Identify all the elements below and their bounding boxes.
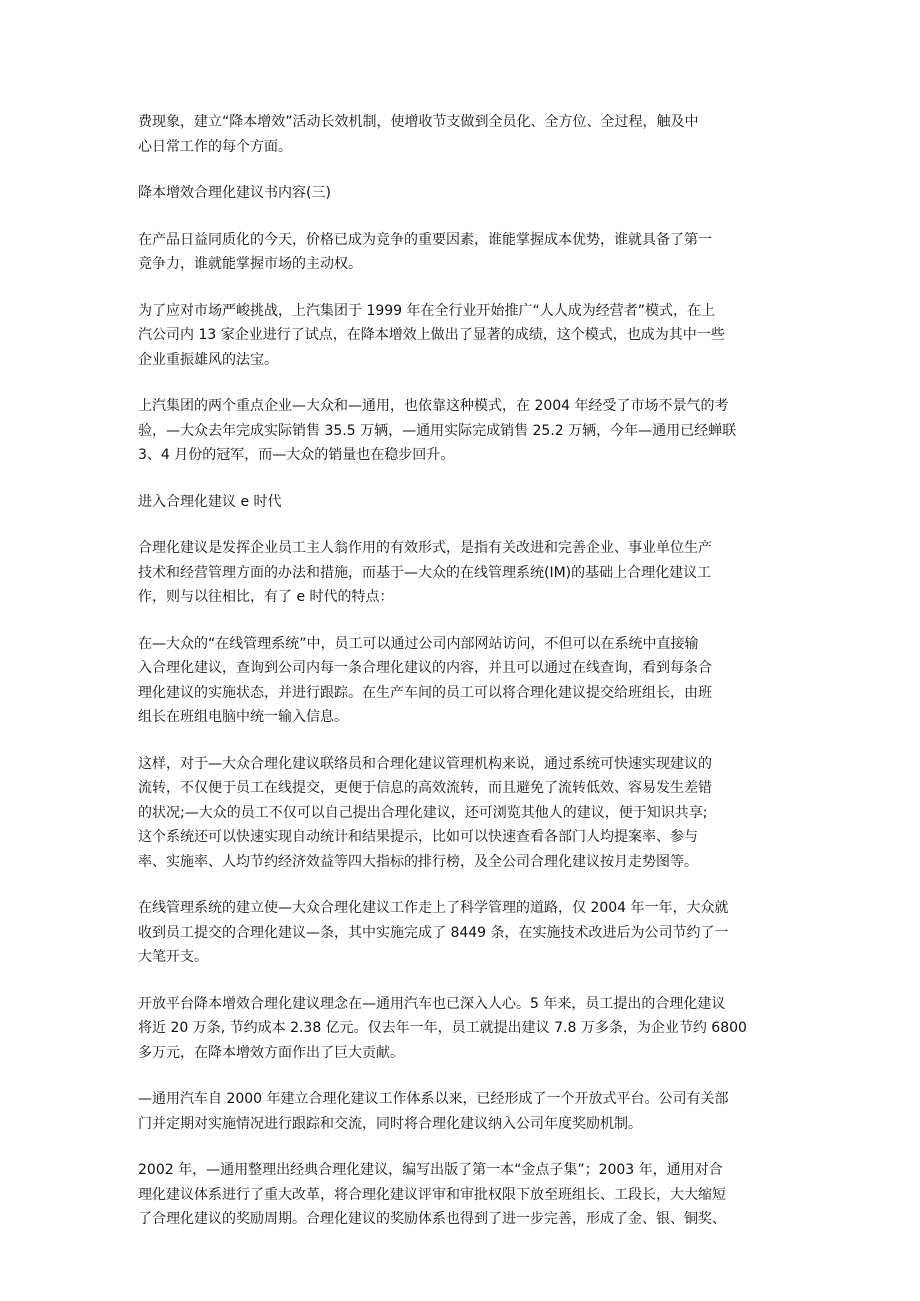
text-line: 理化建议的实施状态，并进行跟踪。在生产车间的员工可以将合理化建议提交给班组长，由班 bbox=[138, 684, 712, 701]
text-line: 收到员工提交的合理化建议—条，其中实施完成了 8449 条，在实施技术改进后为公司节约了一 bbox=[138, 924, 729, 941]
text-line: 心日常工作的每个方面。 bbox=[138, 138, 292, 155]
paragraph bbox=[138, 992, 798, 1066]
text-line: 了合理化建议的奖励周期。合理化建议的奖励体系也得到了进一步完善，形成了金、银、铜奖、 bbox=[138, 1211, 726, 1227]
paragraph bbox=[138, 299, 798, 373]
paragraph bbox=[138, 1158, 798, 1232]
paragraph bbox=[138, 394, 798, 468]
text-line: 验，—大众去年完成实际销售 35.5 万辆，—通用实际完成销售 25.2 万辆，今年—通用已经蝉联 bbox=[138, 422, 737, 439]
text-line: 的状况;—大众的员工不仅可以自己提出合理化建议，还可浏览其他人的建议，便于知识共享; bbox=[138, 804, 708, 821]
text-line: 3、4 月份的冠军，而—大众的销量也在稳步回升。 bbox=[138, 447, 455, 463]
text-line: 上汽集团的两个重点企业—大众和—通用，也依靠这种模式，在 2004 年经受了市场不景气的考 bbox=[138, 398, 729, 414]
text-line: 将近 20 万条, 节约成本 2.38 亿元。仅去年一年，员工就提出建议 7.8 万多条，为企业节约 6800 bbox=[138, 1020, 747, 1036]
text-line: 费现象，建立“降本增效”活动长效机制，使增收节支做到全员化、全方位、全过程，触及中 bbox=[138, 114, 699, 130]
text-line: 组长在班组电脑中统一输入信息。 bbox=[138, 709, 348, 725]
text-line: 入合理化建议，查询到公司内每一条合理化建议的内容，并且可以通过在线查询，看到每条合 bbox=[138, 660, 712, 676]
text-line: 率、实施率、人均节约经济效益等四大指标的排行榜，及全公司合理化建议按月走势图等。 bbox=[138, 853, 698, 870]
text-line: 这个系统还可以快速实现自动统计和结果提示，比如可以快速查看各部门人均提案率、参与 bbox=[138, 829, 698, 845]
text-line: 开放平台降本增效合理化建议理念在—通用汽车也已深入人心。5 年来，员工提出的合理化建议 bbox=[138, 995, 726, 1012]
paragraph bbox=[138, 1087, 798, 1136]
paragraph bbox=[138, 228, 798, 277]
section-heading: 进入合理化建议 e 时代 bbox=[138, 493, 282, 510]
text-line: 大笔开支。 bbox=[138, 949, 208, 965]
text-line: 多万元，在降本增效方面作出了巨大贡献。 bbox=[138, 1044, 404, 1061]
text-line: 理化建议体系进行了重大改革，将合理化建议评审和审批权限下放至班组长、工段长，大大缩短 bbox=[138, 1186, 726, 1203]
paragraph bbox=[138, 632, 798, 730]
section-heading: 降本增效合理化建议书内容(三) bbox=[138, 185, 331, 201]
text-line: 在线管理系统的建立使—大众合理化建议工作走上了科学管理的道路，仅 2004 年一年，大众就 bbox=[138, 900, 729, 916]
paragraph bbox=[138, 110, 798, 159]
paragraph bbox=[138, 752, 798, 875]
paragraph bbox=[138, 536, 798, 610]
text-line: 流转，不仅便于员工在线提交，更便于信息的高效流转，而且避免了流转低效、容易发生差错 bbox=[138, 780, 712, 796]
text-line: 门并定期对实施情况进行跟踪和交流，同时将合理化建议纳入公司年度奖励机制。 bbox=[138, 1115, 642, 1132]
paragraph bbox=[138, 896, 798, 970]
text-line: 竞争力，谁就能掌握市场的主动权。 bbox=[138, 256, 362, 272]
text-line: 汽公司内 13 家企业进行了试点，在降本增效上做出了显著的成绩，这个模式，也成为其中一些 bbox=[138, 327, 725, 343]
text-line: 2002 年，—通用整理出经典合理化建议，编写出版了第一本“金点子集”；2003 年，通用对合 bbox=[138, 1162, 723, 1178]
text-line: 技术和经营管理方面的办法和措施，而基于—大众的在线管理系统(IM)的基础上合理化建议工 bbox=[138, 564, 712, 581]
document-page bbox=[138, 0, 798, 1254]
text-line: 这样，对于—大众合理化建议联络员和合理化建议管理机构来说，通过系统可快速实现建议的 bbox=[138, 755, 712, 772]
text-line: 作，则与以往相比，有了 e 时代的特点： bbox=[138, 589, 394, 605]
text-line: 在产品日益同质化的今天，价格已成为竞争的重要因素，谁能掌握成本优势，谁就具备了第一 bbox=[138, 231, 712, 248]
text-line: 企业重振雄风的法宝。 bbox=[138, 351, 278, 368]
text-line: 合理化建议是发挥企业员工主人翁作用的有效形式，是指有关改进和完善企业、事业单位生产 bbox=[138, 540, 712, 556]
text-line: 为了应对市场严峻挑战，上汽集团于 1999 年在全行业开始推广“人人成为经营者”模式，在上 bbox=[138, 302, 716, 319]
text-line: —通用汽车自 2000 年建立合理化建议工作体系以来，已经形成了一个开放式平台。公司有关部 bbox=[138, 1091, 729, 1107]
text-line: 在—大众的“在线管理系统”中，员工可以通过公司内部网站访问，不但可以在系统中直接输 bbox=[138, 635, 699, 652]
